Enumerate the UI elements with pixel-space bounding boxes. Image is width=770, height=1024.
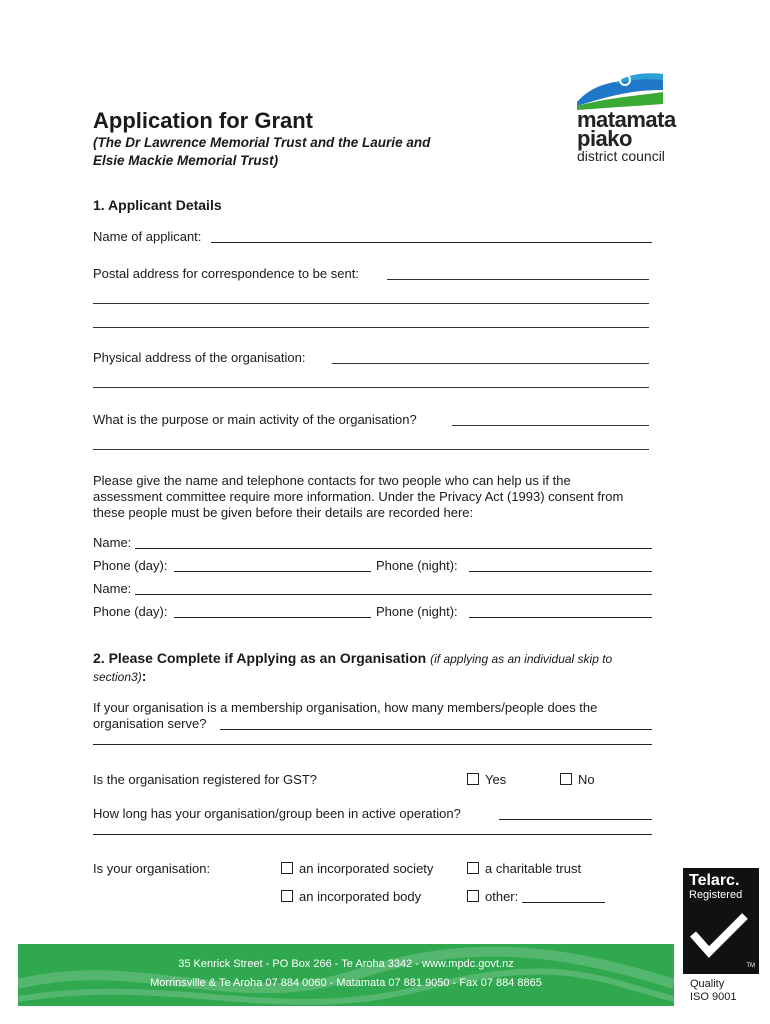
contact-2-name-label: Name: [93, 581, 132, 596]
form-subtitle [93, 134, 513, 170]
charitable-trust-label: a charitable trust [485, 861, 582, 876]
purpose-line-2[interactable] [93, 449, 649, 450]
incorporated-body-checkbox[interactable] [281, 890, 293, 902]
contact-1-phone-night-field[interactable] [469, 571, 652, 572]
checkmark-icon [689, 912, 749, 960]
contact-2-phone-night-field[interactable] [469, 617, 652, 618]
footer-banner [18, 944, 674, 1006]
contact-1-phone-day-label: Phone (day): [93, 558, 168, 573]
other-checkbox[interactable] [467, 890, 479, 902]
membership-count-line-2[interactable] [93, 744, 652, 745]
contact-1-name-field[interactable] [135, 548, 652, 549]
contact-2-phone-day-field[interactable] [174, 617, 371, 618]
contact-2-phone-day-label: Phone (day): [93, 604, 168, 619]
logo-word-district-council: district council [577, 148, 665, 164]
charitable-trust-checkbox[interactable] [467, 862, 479, 874]
iso-text: ISO 9001 [690, 991, 737, 1003]
telarc-registered: Registered [689, 889, 743, 901]
gst-yes-option[interactable] [467, 772, 506, 787]
membership-question-line-1: If your organisation is a membership organisation, how many members/people does the [93, 700, 598, 715]
footer-pattern-icon [18, 944, 674, 1006]
incorporated-society-label: an incorporated society [299, 861, 434, 876]
contacts-instructions [93, 473, 693, 521]
purpose-field[interactable] [452, 425, 649, 426]
contacts-instructions-line-2: assessment committee require more information. Under the Privacy Act (1993) consent from [93, 489, 624, 504]
quality-text: Quality [690, 978, 725, 990]
option-charitable-trust[interactable] [467, 861, 581, 876]
org-type-label: Is your organisation: [93, 861, 211, 876]
council-logo [575, 72, 705, 167]
gst-no-checkbox[interactable] [560, 773, 572, 785]
iso-quality-label [690, 978, 736, 1004]
incorporated-body-label: an incorporated body [299, 889, 422, 904]
incorporated-society-checkbox[interactable] [281, 862, 293, 874]
operation-duration-question: How long has your organisation/group been in active operation? [93, 806, 461, 821]
membership-question [93, 700, 597, 732]
telarc-badge [683, 868, 759, 974]
gst-no-label: No [578, 772, 595, 787]
contacts-instructions-line-1: Please give the name and telephone contacts for two people who can help us if the [93, 473, 571, 488]
subtitle-line-1: (The Dr Lawrence Memorial Trust and the Laurie and [93, 135, 431, 150]
footer-address-line: 35 Kenrick Street - PO Box 266 - Te Aroha 3342 - www.mpdc.govt.nz [178, 958, 514, 970]
section-2-heading [93, 650, 612, 666]
gst-no-option[interactable] [560, 772, 595, 787]
postal-address-field[interactable] [387, 279, 649, 280]
option-incorporated-body[interactable] [281, 889, 421, 904]
operation-duration-field[interactable] [499, 819, 652, 820]
section-1-heading: 1. Applicant Details [93, 197, 222, 213]
section-2-heading-note: (if applying as an individual skip to [430, 652, 613, 666]
option-other[interactable] [467, 889, 518, 904]
section-2-heading-note-cont [93, 668, 146, 684]
logo-word-piako: piako [577, 126, 632, 151]
contact-2-phone-night-label: Phone (night): [376, 604, 458, 619]
section-2-heading-colon: : [141, 668, 147, 684]
applicant-name-field[interactable] [211, 242, 652, 243]
section-2-heading-note-2: section3) [93, 670, 142, 684]
membership-count-field[interactable] [220, 729, 652, 730]
logo-wave-icon [575, 72, 665, 112]
operation-duration-line-2[interactable] [93, 834, 652, 835]
postal-address-label: Postal address for correspondence to be sent: [93, 266, 359, 281]
subtitle-line-2: Elsie Mackie Memorial Trust) [93, 153, 279, 168]
contact-1-phone-night-label: Phone (night): [376, 558, 458, 573]
contact-1-phone-day-field[interactable] [174, 571, 371, 572]
form-title: Application for Grant [93, 108, 313, 133]
postal-address-line-3[interactable] [93, 327, 649, 328]
contacts-instructions-line-3: these people must be given before their details are recorded here: [93, 505, 474, 520]
telarc-tm: TM [746, 963, 755, 969]
postal-address-line-2[interactable] [93, 303, 649, 304]
physical-address-label: Physical address of the organisation: [93, 350, 306, 365]
footer-phone-line: Morrinsville & Te Aroha 07 884 0060 - Matamata 07 881 9050 - Fax 07 884 8865 [150, 977, 542, 989]
physical-address-line-2[interactable] [93, 387, 649, 388]
physical-address-field[interactable] [332, 363, 649, 364]
contact-1-name-label: Name: [93, 535, 132, 550]
applicant-name-label: Name of applicant: [93, 229, 202, 244]
gst-yes-label: Yes [485, 772, 507, 787]
purpose-label: What is the purpose or main activity of the organisation? [93, 412, 417, 427]
logo-word-matamata: matamata [577, 107, 676, 132]
section-2-heading-text: 2. Please Complete if Applying as an Organisation [93, 650, 427, 666]
gst-yes-checkbox[interactable] [467, 773, 479, 785]
other-field[interactable] [522, 902, 605, 903]
contact-2-name-field[interactable] [135, 594, 652, 595]
membership-question-line-2: organisation serve? [93, 716, 207, 731]
telarc-brand: Telarc. [689, 872, 740, 889]
option-incorporated-society[interactable] [281, 861, 433, 876]
other-label: other: [485, 889, 519, 904]
gst-question: Is the organisation registered for GST? [93, 772, 318, 787]
